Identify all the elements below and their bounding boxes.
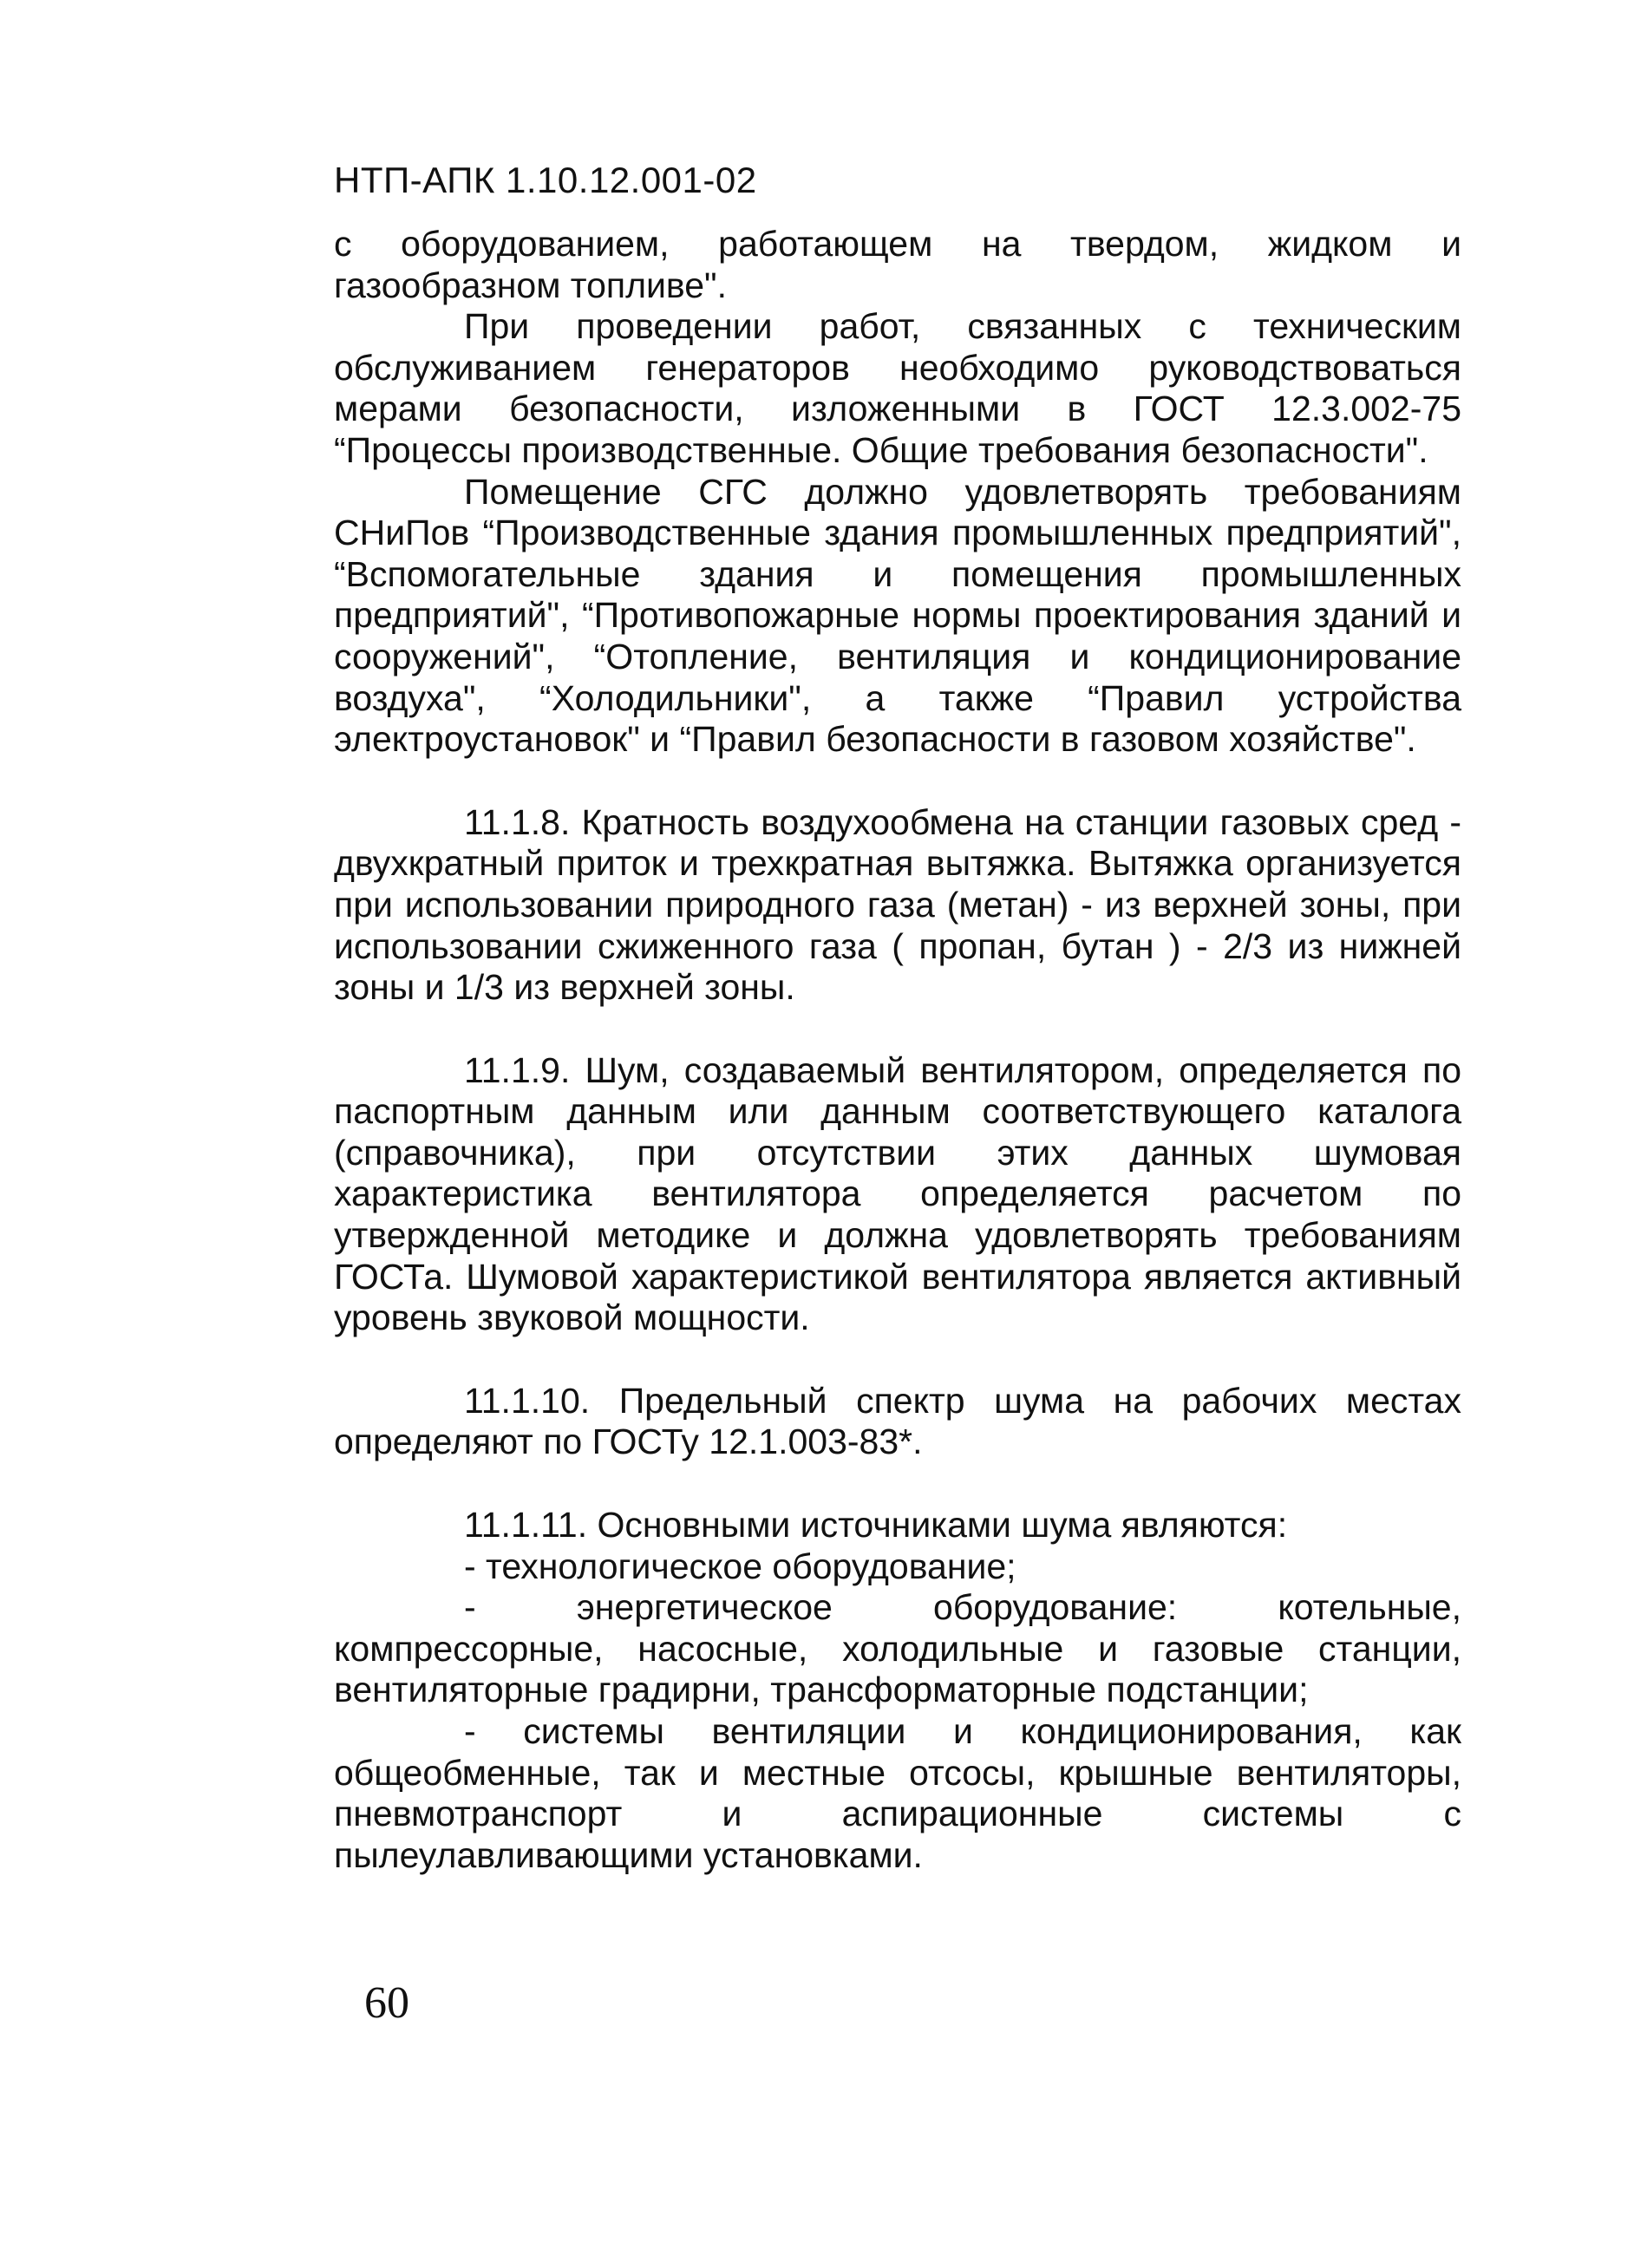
document-code-header: НТП-АПК 1.10.12.001-02 <box>334 160 757 200</box>
paragraph-11-1-11: 11.1.11. Основными источниками шума являются: <box>464 1505 1288 1546</box>
paragraph-11-1-8: 11.1.8. Кратность воздухообмена на станции газовых сред - двухкратный приток и трехкратная вытяжка. Вытяжка организуется при использовании природного газа (метан) - из верхней зоны, при использовании сжиженного газа ( пропан, бутан ) - 2/3 из нижней зоны и 1/3 из верхней зоны. <box>334 801 1461 1008</box>
document-page <box>334 156 1461 1876</box>
paragraph-11-1-9: 11.1.9. Шум, создаваемый вентилятором, определяется по паспортным данным или данным соответствующего каталога (справочника), при отсутствии этих данных шумовая характеристика вентилятора определяется расчетом по утвержденной методике и должна удовлетворять требованиям ГОСТа. Шумовой характеристикой вентилятора является активный уровень звуковой мощности. <box>334 1049 1461 1338</box>
page-number: 60 <box>364 1978 409 2028</box>
list-item-ventilation-systems: - системы вентиляции и кондиционирования, как общеобменные, так и местные отсосы, крышные вентиляторы, пневмотранспорт и аспирационные системы с пылеулавливающими установками. <box>334 1711 1461 1875</box>
list-item-technological-equipment: - технологическое оборудование; <box>464 1546 1016 1586</box>
paragraph-continuation: с оборудованием, работающем на твердом, жидком и газообразном топливе". <box>334 224 1461 305</box>
paragraph-room-requirements: Помещение СГС должно удовлетворять требованиям СНиПов “Производственные здания промышленных предприятий", “Вспомогательные здания и помещения промышленных предприятий", “Противопожарные нормы проектирования зданий и сооружений", “Отопление, вентиляция и кондиционирование воздуха", “Холодильники", а также “Правил устройства электроустановок" и “Правил безопасности в газовом хозяйстве". <box>334 471 1461 760</box>
paragraph-11-1-10: 11.1.10. Предельный спектр шума на рабочих местах определяют по ГОСТу 12.1.003-83*. <box>334 1380 1461 1462</box>
paragraph-maintenance-safety: При проведении работ, связанных с техническим обслуживанием генераторов необходимо руководствоваться мерами безопасности, изложенными в ГОСТ 12.3.002-75 “Процессы производственные. Общие требования безопасности". <box>334 306 1461 470</box>
list-item-energy-equipment: - энергетическое оборудование: котельные, компрессорные, насосные, холодильные и газовые станции, вентиляторные градирни, трансформаторные подстанции; <box>334 1587 1461 1710</box>
